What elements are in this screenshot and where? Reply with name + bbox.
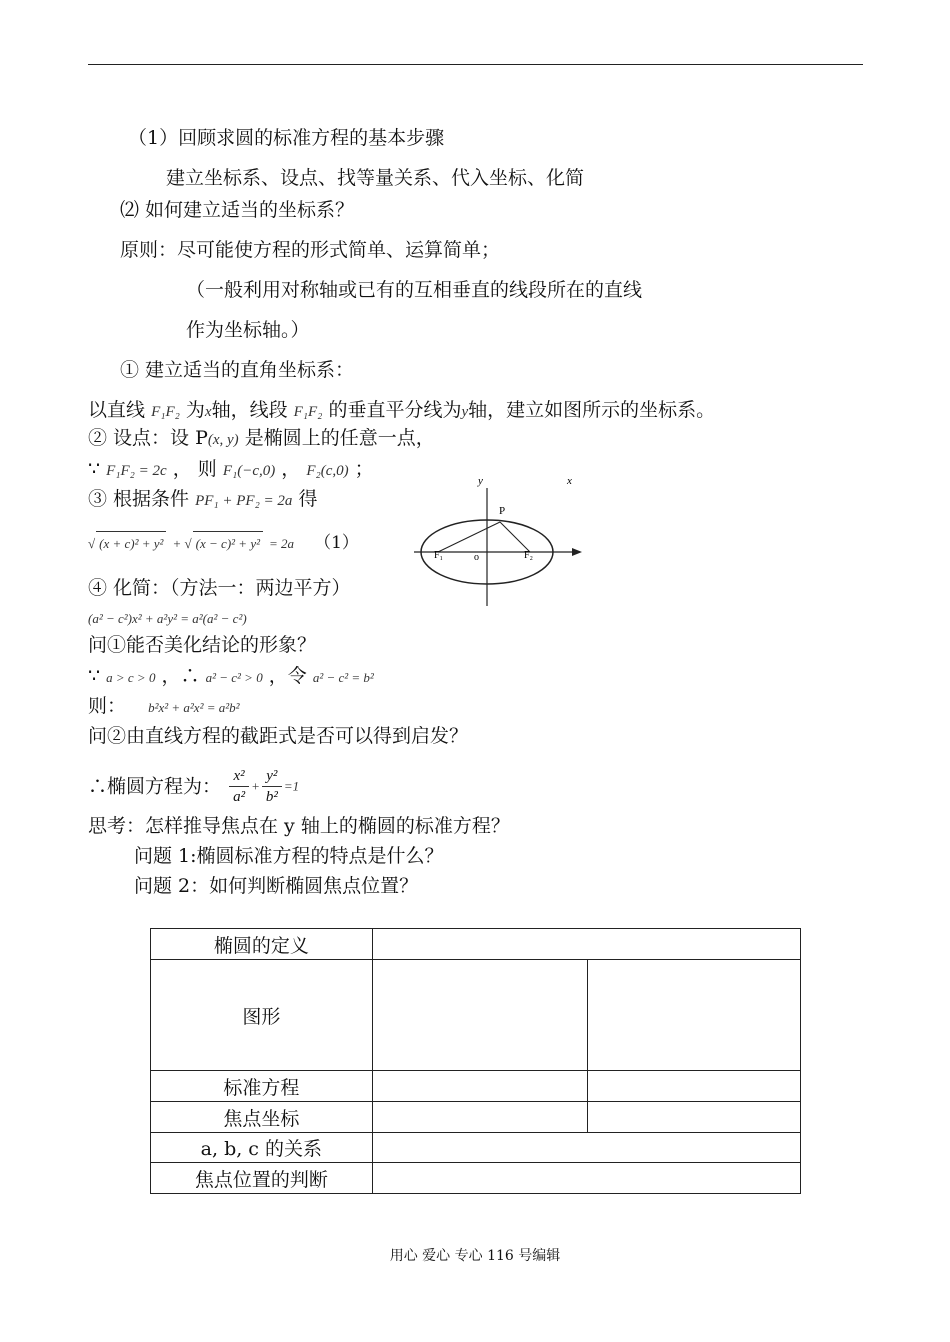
ellipse-summary-table — [150, 928, 801, 1194]
row-figure-cell-y — [588, 960, 801, 1071]
fraction-x: $\frac{\text{x²}}{\text{a²}}$ — [229, 766, 249, 807]
line-principle-note: （一般利用对称轴或已有的互相垂直的线段所在的直线 — [186, 279, 643, 301]
line-problem-1: 问题 1:椭圆标准方程的特点是什么？ — [134, 845, 444, 867]
line-review-circle: （1）回顾求圆的标准方程的基本步骤 — [128, 127, 445, 149]
row-equation-cell-x — [372, 1071, 588, 1102]
line-how-coord: ⑵ 如何建立适当的坐标系？ — [120, 199, 355, 221]
line-simplified-eq: (a² − c²)x² + a²y² = a²(a² − c²) — [88, 611, 247, 626]
line-simplify: ④ 化简：（方法一：两边平方） — [88, 577, 351, 599]
row-definition-label: 椭圆的定义 — [151, 929, 373, 960]
line-question-2: 问②由直线方程的截距式是否可以得到启发？ — [88, 725, 469, 747]
row-foci-cell-y — [588, 1102, 801, 1133]
line-think: 思考：怎样推导焦点在 y 轴上的椭圆的标准方程？ — [88, 815, 510, 837]
row-foci-cell-x — [372, 1102, 588, 1133]
row-relation-label: a, b, c 的关系 — [151, 1133, 373, 1163]
line-question-1: 问①能否美化结论的形象？ — [88, 634, 317, 656]
row-figure-label: 图形 — [151, 960, 373, 1071]
line-problem-2: 问题 2：如何判断椭圆焦点位置？ — [134, 875, 419, 897]
line-set-point: ② 设点：设 P(x, y) 是椭圆上的任意一点， — [88, 427, 435, 449]
line-step-1: ① 建立适当的直角坐标系： — [120, 359, 355, 381]
line-ellipse-equation: ∴椭圆方程为： $\frac{\text{x²}}{\text{a²}}$ + $\frac{\text{y²}}{\text{b²}}$ =1 — [88, 768, 300, 805]
math-f1f2: F₁F₂ — [151, 404, 180, 420]
line-define-b: ∵ a > c > 0 ，∴ a² − c² > 0 ，令 a² − c² = b² — [88, 665, 374, 687]
label-o: o — [474, 552, 479, 563]
row-equation-cell-y — [588, 1071, 801, 1102]
row-figure-cell-x — [372, 960, 588, 1071]
row-judge-cell — [372, 1163, 800, 1194]
line-condition: ③ 根据条件 PF₁ + PF₂ = 2a 得 — [88, 488, 318, 510]
line-foci: ∵ F₁F₂ = 2c ， 则 F₁(−c,0) ， F₂(c,0) ； — [88, 458, 374, 480]
ellipse-diagram — [410, 470, 600, 610]
row-foci-label: 焦点坐标 — [151, 1102, 373, 1133]
line-radical-equation: √ (x + c)² + y² + √ (x − c)² + y² = 2a （1） — [88, 530, 359, 556]
row-judge-label: 焦点位置的判断 — [151, 1163, 373, 1194]
x-axis-arrow — [572, 548, 582, 556]
line-then: 则： b²x² + a²x² = a²b² — [88, 695, 240, 717]
row-relation-cell — [372, 1133, 800, 1163]
label-f1: F₁ — [434, 550, 444, 561]
page-footer: 用心 爱心 专心 116 号编辑 — [389, 1248, 561, 1264]
label-f2: F₂ — [524, 550, 534, 561]
line-axis-setup: 以直线 F₁F₂ 为x轴，线段 F₁F₂ 的垂直平分线为y轴，建立如图所示的坐标系。 — [88, 399, 716, 421]
header-rule — [88, 64, 863, 65]
line-principle: 原则：尽可能使方程的形式简单、运算简单； — [120, 239, 501, 261]
fraction-y: $\frac{\text{y²}}{\text{b²}}$ — [262, 766, 282, 807]
label-p: P — [499, 505, 506, 517]
row-definition-cell — [372, 929, 800, 960]
label-x: x — [567, 475, 572, 487]
row-equation-label: 标准方程 — [151, 1071, 373, 1102]
label-y: y — [478, 475, 483, 487]
line-principle-note-2: 作为坐标轴。） — [186, 319, 310, 341]
line-steps: 建立坐标系、设点、找等量关系、代入坐标、化简 — [166, 167, 585, 189]
